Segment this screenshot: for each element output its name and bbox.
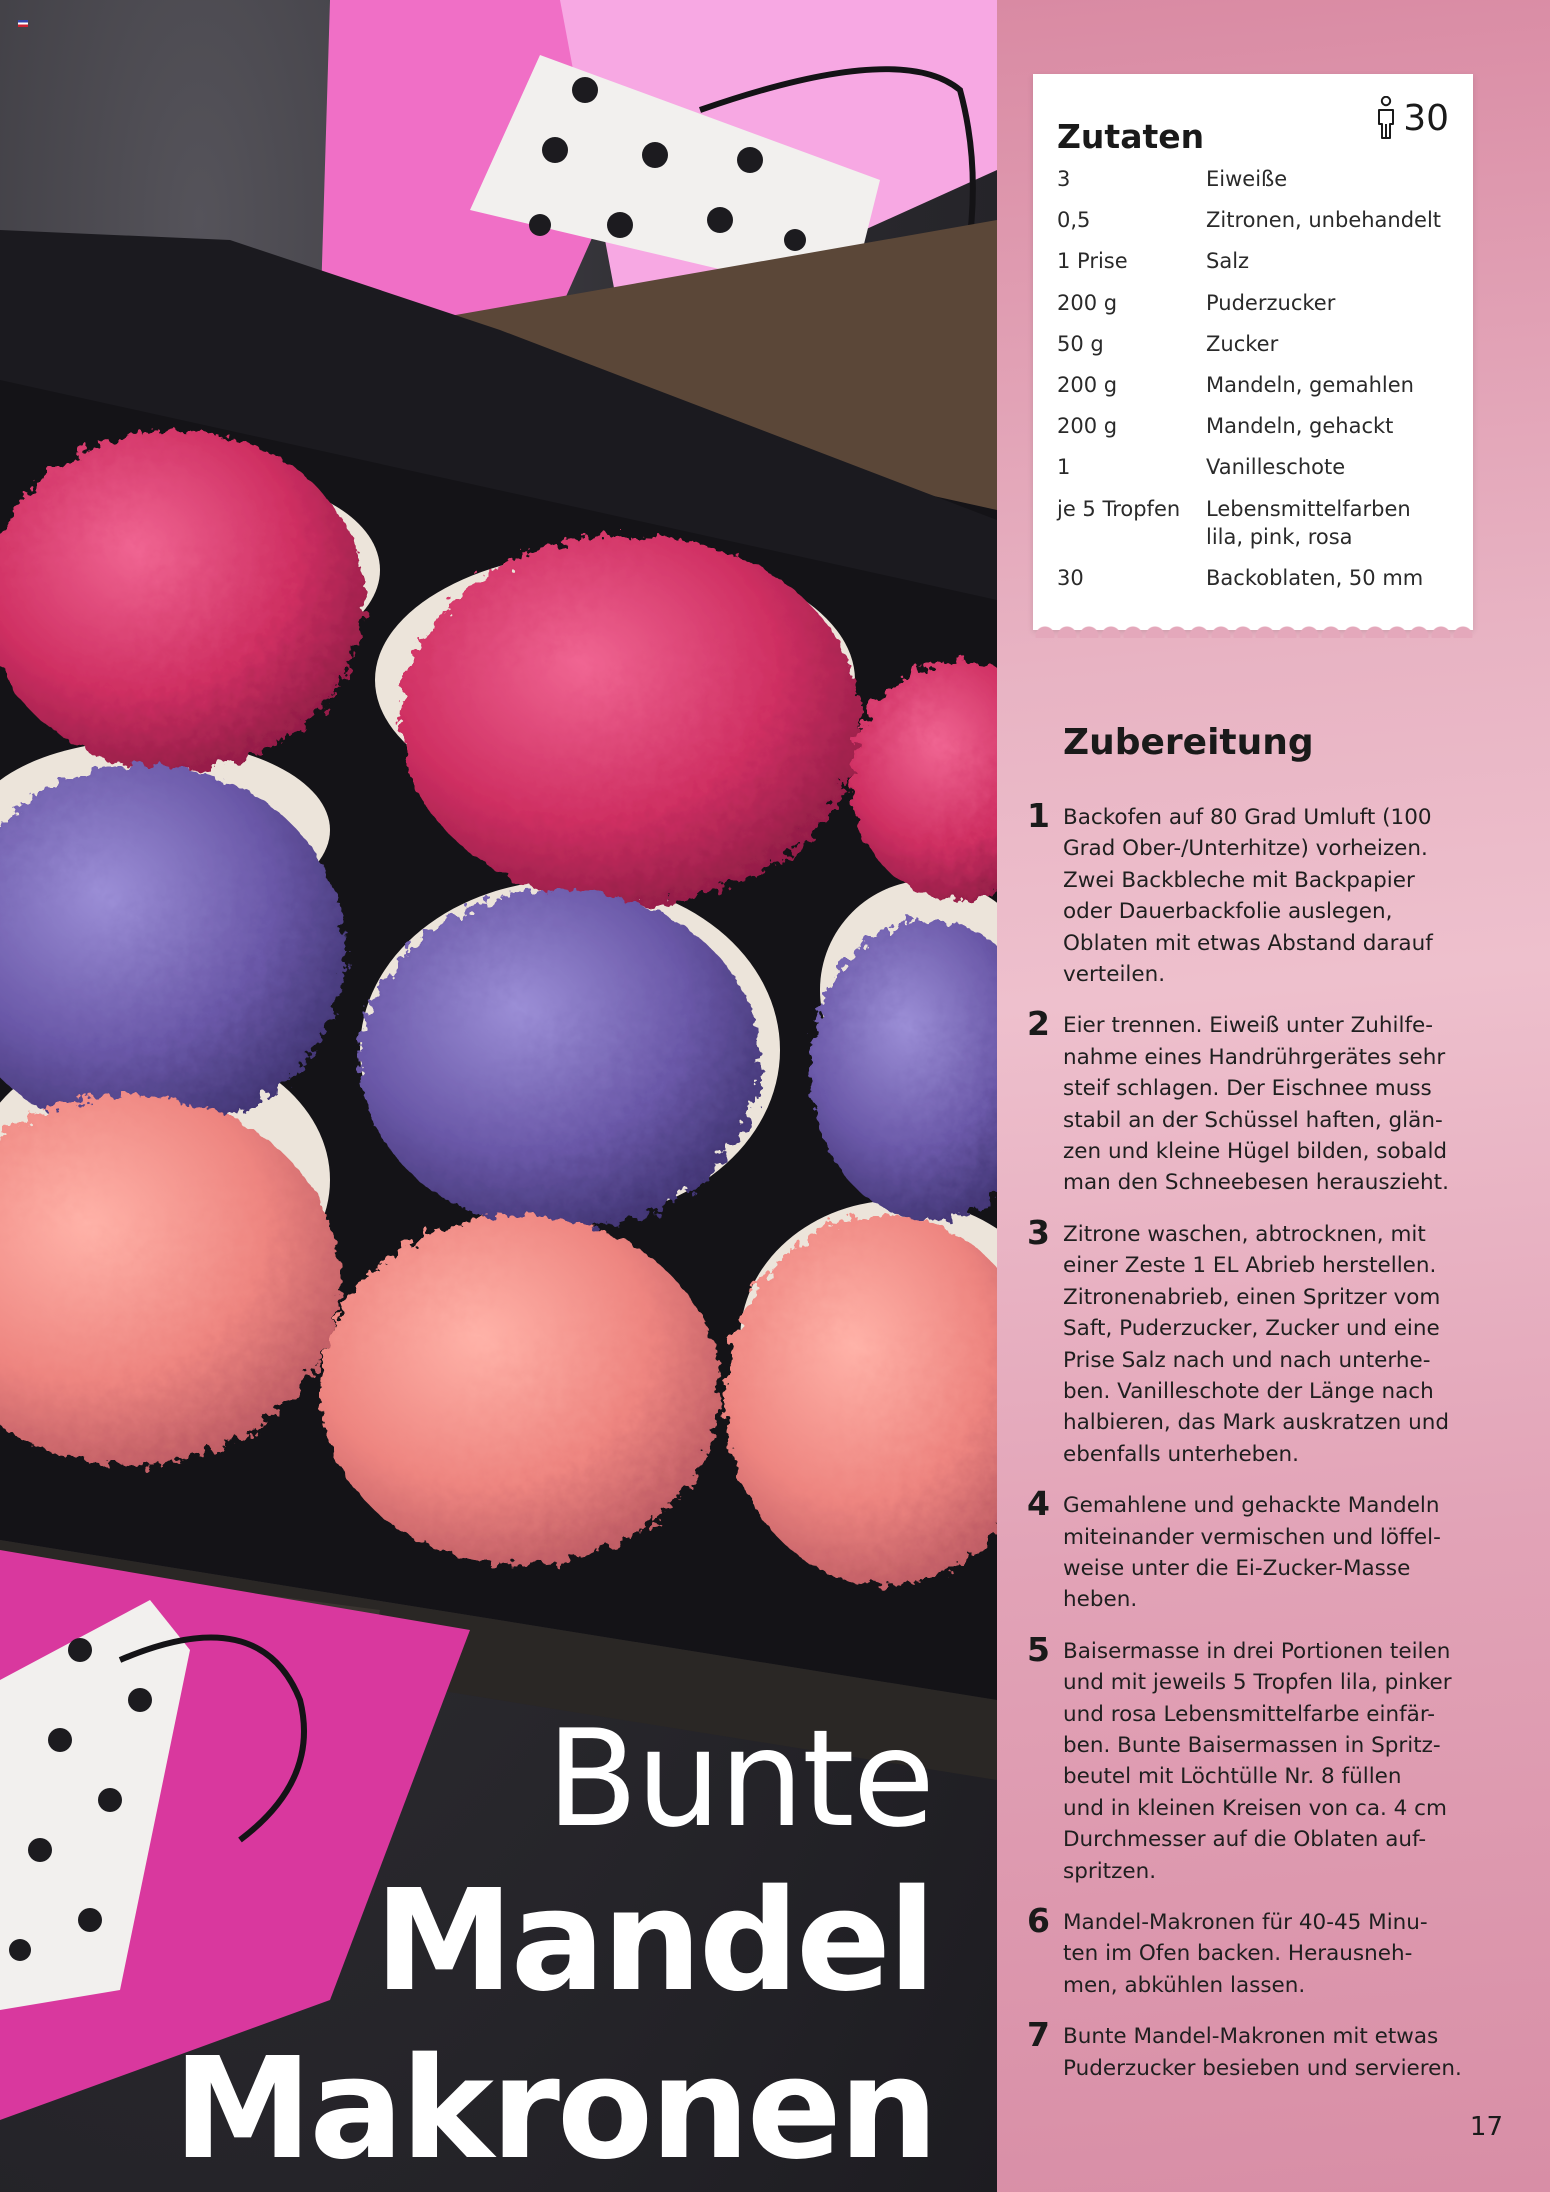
recipe-title: [173, 1700, 936, 2192]
ingredient-qty: 30: [1057, 565, 1084, 590]
step-item: [1027, 796, 1527, 990]
step-text: Mandel-Makronen für 40-45 Minu- ten im Ofen backen. Herausneh- men, abkühlen lassen.: [1063, 1910, 1428, 1998]
step-number: 5: [1027, 1629, 1050, 1669]
servings-count: 30: [1403, 97, 1449, 139]
ingredient-name: Vanilleschote: [1206, 455, 1346, 480]
step-number: 3: [1027, 1212, 1050, 1252]
page-number: 17: [1469, 2112, 1503, 2142]
ingredient-qty: 50 g: [1057, 331, 1104, 356]
step-item: [1027, 1901, 1527, 2001]
step-item: [1027, 1212, 1527, 1470]
step-text: Eier trennen. Eiweiß unter Zuhilfe- nahme eines Handrührgerätes sehr steif schlagen. Der Eischnee muss stabil an der Schüssel haften, glän- zen und kleine Hügel bilden, sobald man den Schneebesen herauszieht.: [1063, 1013, 1449, 1196]
ingredients-heading: Zutaten: [1057, 117, 1205, 156]
ingredient-name: Salz: [1206, 249, 1250, 274]
step-text: Backofen auf 80 Grad Umluft (100 Grad Ober-/Unterhitze) vorheizen. Zwei Backbleche mit Backpapier oder Dauerbackfolie auslegen, Oblaten mit etwas Abstand darauf verteilen.: [1063, 805, 1433, 988]
ingredient-row: [1057, 412, 1451, 440]
macaron-magenta-2: [400, 535, 860, 905]
ingredient-qty: 200 g: [1057, 290, 1118, 315]
ingredient-qty: 1 Prise: [1057, 249, 1128, 274]
recipe-sidebar: [997, 0, 1550, 2192]
ingredients-card: [1033, 74, 1473, 630]
servings-indicator: [1375, 96, 1449, 140]
ingredient-row: [1057, 564, 1451, 592]
ingredient-qty: 200 g: [1057, 372, 1118, 397]
ingredient-name: Puderzucker: [1206, 290, 1336, 315]
macaron-purple-2: [360, 890, 760, 1230]
ingredient-row: [1057, 330, 1451, 358]
ingredient-name: Mandeln, gemahlen: [1206, 372, 1414, 397]
ingredient-qty: je 5 Tropfen: [1057, 496, 1181, 521]
ingredient-row: [1057, 289, 1451, 317]
step-number: 1: [1027, 796, 1050, 835]
ingredient-qty: 3: [1057, 167, 1071, 191]
step-number: 2: [1027, 1004, 1050, 1044]
step-number: 7: [1027, 2015, 1050, 2055]
macaron-magenta-1: [0, 430, 365, 770]
ingredient-name: Zucker: [1206, 331, 1279, 356]
ingredient-row: [1057, 495, 1451, 551]
flag-icon: [18, 20, 28, 27]
preparation-steps: [1027, 796, 1527, 2102]
person-icon: [1375, 96, 1397, 140]
title-line-1: Bunte: [546, 1701, 933, 1857]
ingredient-row: [1057, 247, 1451, 275]
ingredient-name: Lebensmittelfarben lila, pink, rosa: [1206, 496, 1411, 549]
ingredient-name: Eiweiße: [1206, 167, 1288, 191]
card-scalloped-edge: [1033, 622, 1473, 638]
title-line-2: Mandel: [374, 1860, 933, 2023]
ingredient-row: [1057, 206, 1451, 234]
step-item: [1027, 1629, 1527, 1887]
step-text: Baisermasse in drei Portionen teilen und mit jeweils 5 Tropfen lila, pinker und rosa Lebensmittelfarbe einfär- ben. Bunte Baisermassen in Spritz- beutel mit Löchtülle Nr. 8 füllen und in kleinen Kreisen von ca. 4 cm Durchmesser auf die Oblaten auf- spritzen.: [1063, 1638, 1452, 1884]
step-number: 4: [1027, 1484, 1050, 1524]
step-item: [1027, 2015, 1527, 2084]
macaron-rose-2: [320, 1215, 720, 1565]
ingredient-qty: 200 g: [1057, 414, 1118, 439]
ingredient-qty: 0,5: [1057, 208, 1091, 233]
ingredient-qty: 1: [1057, 455, 1071, 480]
ingredient-row: [1057, 453, 1451, 481]
title-line-3: Makronen: [173, 2028, 936, 2191]
step-item: [1027, 1484, 1527, 1616]
preparation-heading: Zubereitung: [1063, 722, 1314, 763]
ingredient-name: Mandeln, gehackt: [1206, 414, 1394, 439]
step-text: Zitrone waschen, abtrocknen, mit einer Zeste 1 EL Abrieb herstellen. Zitronenabrieb, einen Spritzer vom Saft, Puderzucker, Zucker und eine Prise Salz nach und nach unterhe- ben. Vanilleschote der Länge nach halbieren, das Mark auskratzen und ebenfalls unterheben.: [1063, 1221, 1449, 1467]
ingredient-name: Backoblaten, 50 mm: [1206, 565, 1424, 590]
ingredient-name: Zitronen, unbehandelt: [1206, 208, 1442, 233]
step-text: Bunte Mandel-Makronen mit etwas Puderzucker besieben und servieren.: [1063, 2024, 1462, 2081]
step-number: 6: [1027, 1901, 1050, 1940]
ingredient-row: [1057, 371, 1451, 399]
step-text: Gemahlene und gehackte Mandeln miteinander vermischen und löffel- weise unter die Ei-Zucker-Masse heben.: [1063, 1493, 1441, 1613]
step-item: [1027, 1004, 1527, 1198]
ingredient-row: [1057, 165, 1451, 193]
